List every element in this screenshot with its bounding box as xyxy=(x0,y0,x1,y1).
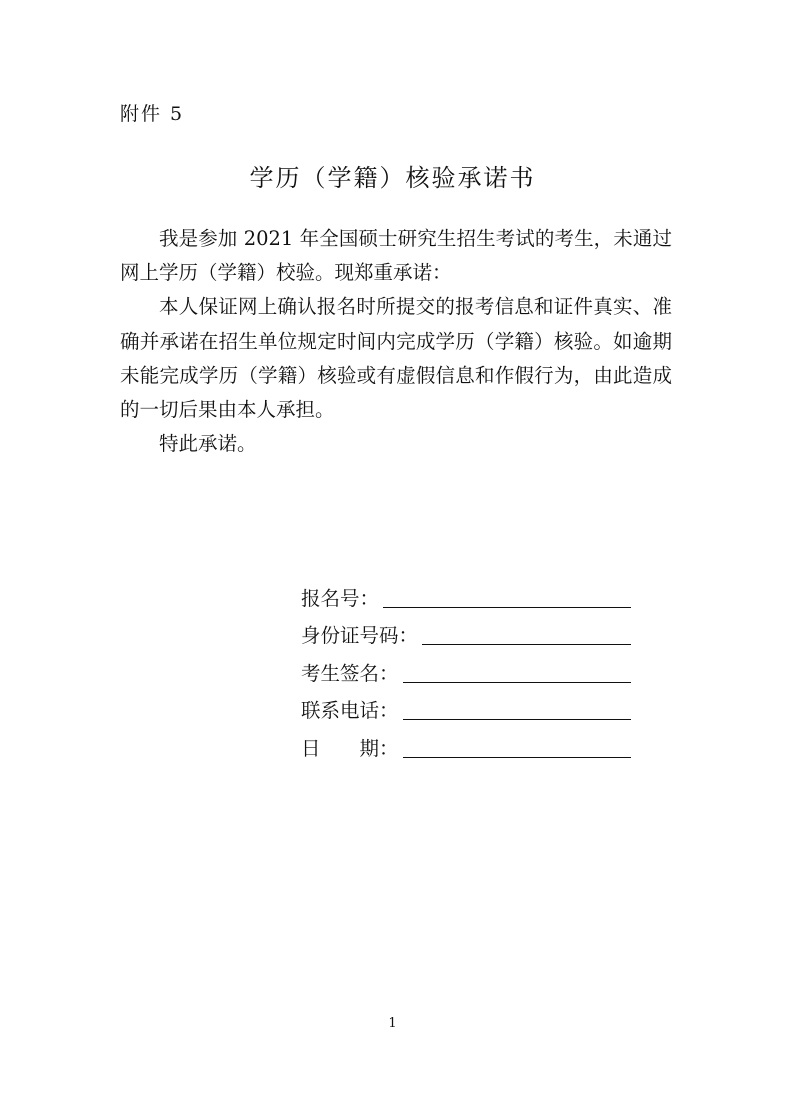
form-label-signature: 考生签名： xyxy=(301,661,399,685)
date-field[interactable] xyxy=(403,735,631,758)
id-number-field[interactable] xyxy=(422,622,631,645)
form-label-phone: 联系电话： xyxy=(301,699,399,722)
form-label-registration-number: 报名号： xyxy=(301,586,380,610)
registration-number-field[interactable] xyxy=(383,585,631,608)
paragraph-closing: 特此承诺。 xyxy=(159,432,257,456)
paragraph-intro: 我是参加 2021 年全国硕士研究生招生考试的考生，未通过网上学历（学籍）校验。现郑重承诺： xyxy=(120,227,672,285)
attachment-label: 附件 5 xyxy=(120,103,185,125)
form-row-signature xyxy=(301,650,631,688)
form-row-id-number xyxy=(301,613,631,651)
paragraph-pledge: 本人保证网上确认报名时所提交的报考信息和证件真实、准确并承诺在招生单位规定时间内完成学历（学籍）核验。如逾期未能完成学历（学籍）核验或有虚假信息和作假行为，由此造成的一切后果由本人承担。 xyxy=(120,295,672,422)
form-row-registration-number xyxy=(301,575,631,613)
document-body xyxy=(120,222,672,461)
phone-field[interactable] xyxy=(403,697,631,720)
signature-form xyxy=(301,575,631,763)
signature-field[interactable] xyxy=(403,660,631,683)
form-label-id-number: 身份证号码： xyxy=(301,624,419,647)
page-number: 1 xyxy=(388,1016,397,1031)
document-title: 学历（学籍）核验承诺书 xyxy=(249,164,536,192)
form-row-phone xyxy=(301,688,631,726)
form-row-date xyxy=(301,725,631,763)
form-label-date: 日 期： xyxy=(301,736,399,760)
